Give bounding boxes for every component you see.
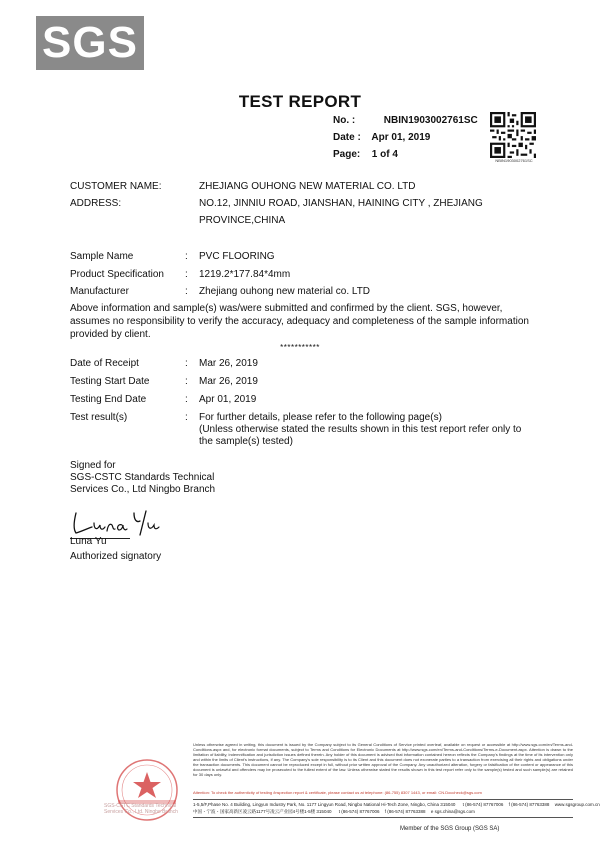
- signatory-name: Luna Yu: [70, 536, 107, 547]
- fax: f (86-574) 87763388: [384, 809, 426, 814]
- colon: :: [185, 412, 188, 423]
- page-title: TEST REPORT: [238, 92, 362, 111]
- report-page: [333, 149, 398, 160]
- start-date-value: Mar 26, 2019: [199, 376, 258, 387]
- authenticity-notice: Attention: To check the authenticity of testing /inspection report & certificate, please contact us at telephone: (86-755) 8307 1443, or email: CN.Doccheck@sgs.com: [193, 790, 482, 795]
- seal-caption: SGS-CSTC Standards Technical Services Co., Ltd. Ningbo Branch: [104, 803, 178, 815]
- end-date-label: Testing End Date: [70, 394, 147, 405]
- customer-name-value: ZHEJIANG OUHONG NEW MATERIAL CO. LTD: [199, 181, 416, 192]
- colon: :: [185, 286, 188, 297]
- footer-row-en: [193, 801, 600, 808]
- separator-stars: ***********: [280, 343, 320, 352]
- phone: t (86-574) 87767006: [462, 802, 504, 807]
- report-number: [333, 115, 478, 126]
- colon: :: [185, 358, 188, 369]
- member-note: Member of the SGS Group (SGS SA): [400, 826, 500, 832]
- sample-name-label: Sample Name: [70, 251, 134, 262]
- customer-name-label: CUSTOMER NAME:: [70, 181, 162, 192]
- test-result-line-2: (Unless otherwise stated the results shown in this test report refer only to: [199, 424, 522, 435]
- address-line-1: NO.12, JINNIU ROAD, JIANSHAN, HAINING CITY , ZHEJIANG: [199, 198, 483, 209]
- colon: :: [185, 251, 188, 262]
- colon: :: [185, 376, 188, 387]
- report-date: [333, 132, 430, 143]
- signed-for-label: Signed for: [70, 460, 116, 471]
- signatory-title: Authorized signatory: [70, 551, 162, 562]
- report-number-value: NBIN1903002761SC: [383, 115, 478, 126]
- qr-caption: NBIN1903002761SC: [495, 158, 533, 163]
- product-spec-value: 1219.2*177.84*4mm: [199, 269, 291, 280]
- phone: t (86-574) 87767006: [338, 809, 380, 814]
- sample-name-value: PVC FLOORING: [199, 251, 275, 262]
- footer-divider: [193, 799, 573, 800]
- fax: f (86-574) 87763388: [508, 802, 550, 807]
- colon: :: [185, 394, 188, 405]
- address-label: ADDRESS:: [70, 198, 122, 209]
- signing-org-line-1: SGS-CSTC Standards Technical: [70, 472, 215, 483]
- receipt-date-label: Date of Receipt: [70, 358, 139, 369]
- report-date-label: Date :: [333, 132, 361, 143]
- email: e sgs.china@sgs.com: [430, 809, 475, 814]
- address-line-2: PROVINCE,CHINA: [199, 215, 286, 226]
- product-spec-label: Product Specification: [70, 269, 164, 280]
- report-page-label: Page:: [333, 149, 361, 160]
- test-result-line-1: For further details, please refer to the following page(s): [199, 412, 442, 423]
- qr-code-icon: [490, 112, 536, 158]
- test-result-line-3: the sample(s) tested): [199, 436, 293, 447]
- address-cn: 中国・宁波・国家高新区凌云路1177号凌云产业园4号楼1-5楼 315040: [193, 809, 332, 814]
- signing-org-line-2: Services Co., Ltd Ningbo Branch: [70, 484, 216, 495]
- report-number-label: No. :: [333, 115, 356, 126]
- test-result-label: Test result(s): [70, 412, 128, 423]
- manufacturer-label: Manufacturer: [70, 286, 129, 297]
- report-date-value: Apr 01, 2019: [371, 132, 431, 143]
- website: www.sgsgroup.com.cn: [554, 802, 600, 807]
- report-page-value: 1 of 4: [371, 149, 398, 160]
- receipt-date-value: Mar 26, 2019: [199, 358, 258, 369]
- handwritten-signature: [70, 505, 170, 537]
- company-seal-icon: [102, 748, 192, 808]
- footer-divider: [193, 817, 573, 818]
- colon: :: [185, 269, 188, 280]
- footer-row-cn: [193, 808, 573, 815]
- start-date-label: Testing Start Date: [70, 376, 150, 387]
- manufacturer-value: Zhejiang ouhong new material co. LTD: [199, 286, 371, 297]
- sgs-logo: SGS: [36, 16, 144, 70]
- disclaimer-paragraph: Above information and sample(s) was/were submitted and confirmed by the client. SGS, however, assumes no responsibility to verify the accuracy, adequacy and completeness of the sample information provided by client.: [70, 303, 529, 340]
- end-date-value: Apr 01, 2019: [199, 394, 257, 405]
- address-en: 1-5,5/F,Phase No. 4 Building, Lingyun Industry Park, No. 1177 Lingyun Road, Ningbo National Hi-Tech Zone, Ningbo, China 315040: [193, 802, 456, 807]
- legal-disclaimer: Unless otherwise agreed in writing, this document is issued by the Company subject to its General Conditions of Service printed overleaf, available on request or accessible at http://www.sgs.com/en/Terms-and-Conditions.aspx and, for electronic format documents, subject to Terms and Conditions for Electronic Documents at http://www.sgs.com/en/Terms-and-Conditions/Terms-e-Document.aspx. Attention is drawn to the limitation of liability, indemnification and jurisdiction issues defined therein. Any holder of this document is advised that information contained hereon reflects the Company's findings at the time of its intervention only and within the limits of Client's instructions, if any. The Company's sole responsibility is to its Client and this document does not exonerate parties to a transaction from exercising all their rights and obligations under the transaction documents. This document cannot be reproduced except in full, without prior written approval of the Company. Any unauthorized alteration, forgery or falsification of the content or appearance of this document is unlawful and offenders may be prosecuted to the fullest extent of the law. Unless otherwise stated the results shown in this test report refer only to the sample(s) tested and such sample(s) are retained for 30 days only.: [193, 742, 573, 777]
- footer-contacts: [193, 801, 600, 815]
